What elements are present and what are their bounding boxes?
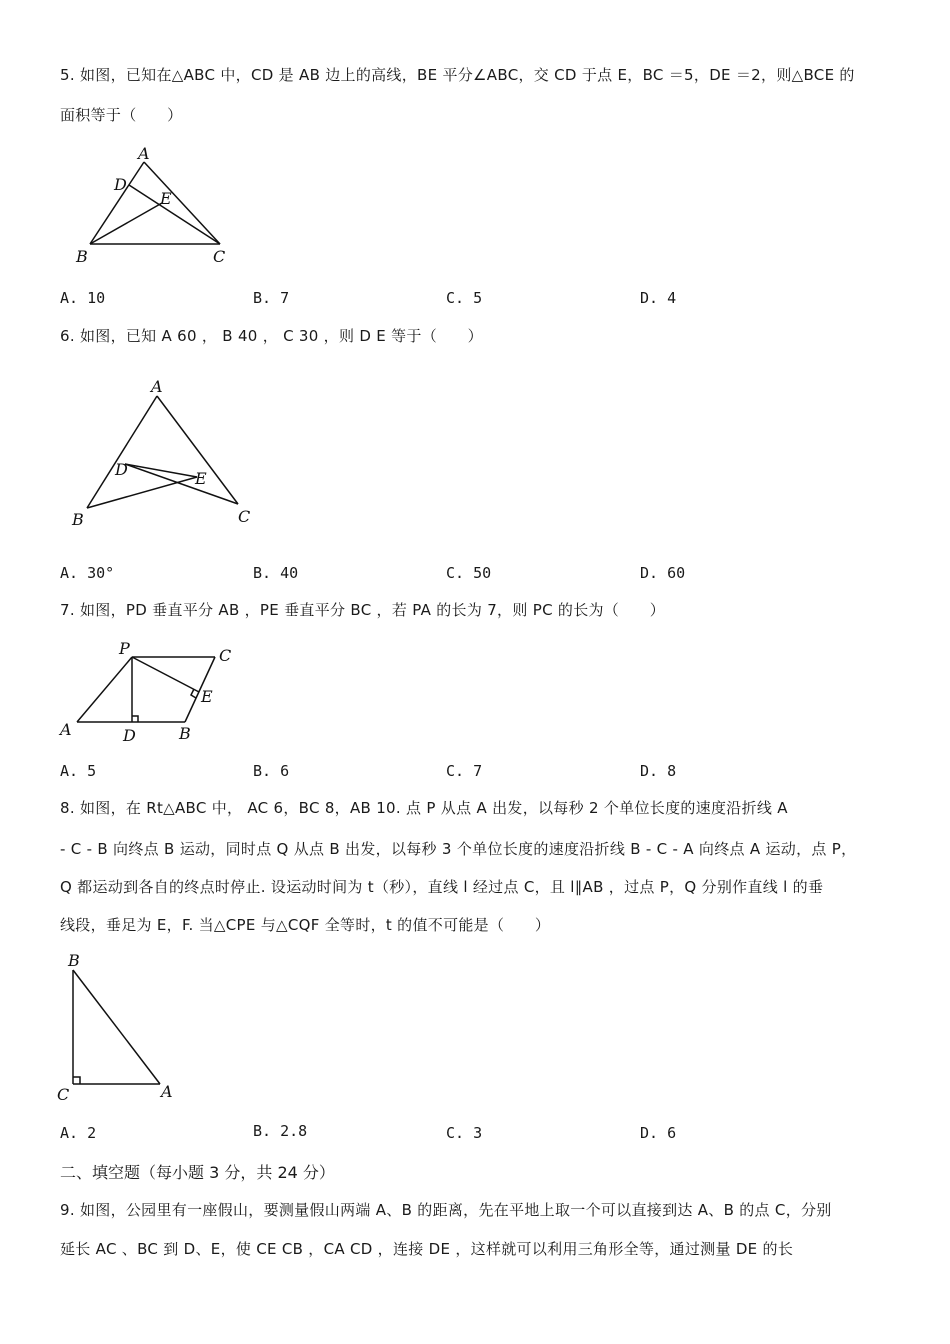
- q6-figure: [60, 372, 270, 532]
- q5-label-a: A: [138, 144, 150, 163]
- q6-label-b: B: [72, 510, 84, 529]
- q5-text-line-1: 5. 如图，已知在△ABC 中，CD 是 AB 边上的高线，BE 平分∠ABC，交 CD 于点 E，BC ＝5，DE ＝2，则△BCE 的: [60, 66, 855, 84]
- q8-label-c: C: [57, 1085, 70, 1104]
- q6-label-a: A: [151, 377, 163, 396]
- section-2-title: 二、填空题（每小题 3 分，共 24 分）: [60, 1163, 335, 1182]
- q7-option-d[interactable]: D. 8: [640, 762, 677, 780]
- q7-label-a: A: [60, 720, 72, 739]
- q9-text-line-1: 9. 如图，公园里有一座假山，要测量假山两端 A、B 的距离，先在平地上取一个可以直接到达 A、B 的点 C，分别: [60, 1201, 832, 1219]
- q5-option-d[interactable]: D. 4: [640, 289, 677, 307]
- q8-option-b[interactable]: B. 2.8: [253, 1122, 308, 1140]
- q6-option-b[interactable]: B. 40: [253, 564, 299, 582]
- q8-text-line-2: - C - B 向终点 B 运动，同时点 Q 从点 B 出发，以每秒 3 个单位长度的速度沿折线 B - C - A 向终点 A 运动，点 P，: [60, 840, 857, 858]
- q8-option-c[interactable]: C. 3: [446, 1124, 483, 1142]
- q5-label-c: C: [213, 247, 226, 266]
- q5-text-line-2: 面积等于（ ）: [60, 106, 183, 124]
- q8-option-d[interactable]: D. 6: [640, 1124, 677, 1142]
- q6-label-e: E: [195, 469, 207, 488]
- q7-label-b: B: [179, 724, 191, 743]
- q7-text-line-1: 7. 如图，PD 垂直平分 AB ，PE 垂直平分 BC ，若 PA 的长为 7，则 PC 的长为（ ）: [60, 601, 666, 619]
- q6-option-c[interactable]: C. 50: [446, 564, 492, 582]
- q8-label-a: A: [161, 1082, 173, 1101]
- q8-text-line-1: 8. 如图，在 Rt△ABC 中， AC 6，BC 8，AB 10. 点 P 从点 A 出发，以每秒 2 个单位长度的速度沿折线 A: [60, 799, 788, 817]
- q5-figure: [70, 140, 240, 270]
- q8-label-b: B: [68, 951, 80, 970]
- q5-option-c[interactable]: C. 5: [446, 289, 483, 307]
- q5-option-b[interactable]: B. 7: [253, 289, 290, 307]
- q8-figure: [50, 950, 190, 1106]
- q8-text-line-4: 线段，垂足为 E，F. 当△CPE 与△CQF 全等时，t 的值不可能是（ ）: [60, 916, 551, 934]
- q8-option-a[interactable]: A. 2: [60, 1124, 97, 1142]
- q7-figure: [55, 636, 245, 748]
- q5-label-e: E: [160, 189, 172, 208]
- q7-label-e: E: [201, 687, 213, 706]
- q5-label-d: D: [114, 175, 127, 194]
- q8-text-line-3: Q 都运动到各自的终点时停止. 设运动时间为 t（秒），直线 l 经过点 C，且 l∥AB ，过点 P，Q 分别作直线 l 的垂: [60, 878, 824, 896]
- q7-label-d: D: [123, 726, 136, 745]
- q7-label-p: P: [119, 639, 130, 658]
- q5-label-b: B: [76, 247, 88, 266]
- q6-label-c: C: [238, 507, 251, 526]
- q9-text-line-2: 延长 AC 、BC 到 D、E，使 CE CB ，CA CD ，连接 DE ，这样就可以利用三角形全等，通过测量 DE 的长: [60, 1240, 794, 1258]
- q7-label-c: C: [219, 646, 232, 665]
- q6-label-d: D: [115, 460, 128, 479]
- q6-option-a[interactable]: A. 30°: [60, 564, 115, 582]
- q6-option-d[interactable]: D. 60: [640, 564, 686, 582]
- q7-option-b[interactable]: B. 6: [253, 762, 290, 780]
- q5-option-a[interactable]: A. 10: [60, 289, 106, 307]
- q7-option-c[interactable]: C. 7: [446, 762, 483, 780]
- q6-text-line-1: 6. 如图，已知 A 60 ， B 40 ， C 30 ，则 D E 等于（ ）: [60, 327, 483, 345]
- q7-option-a[interactable]: A. 5: [60, 762, 97, 780]
